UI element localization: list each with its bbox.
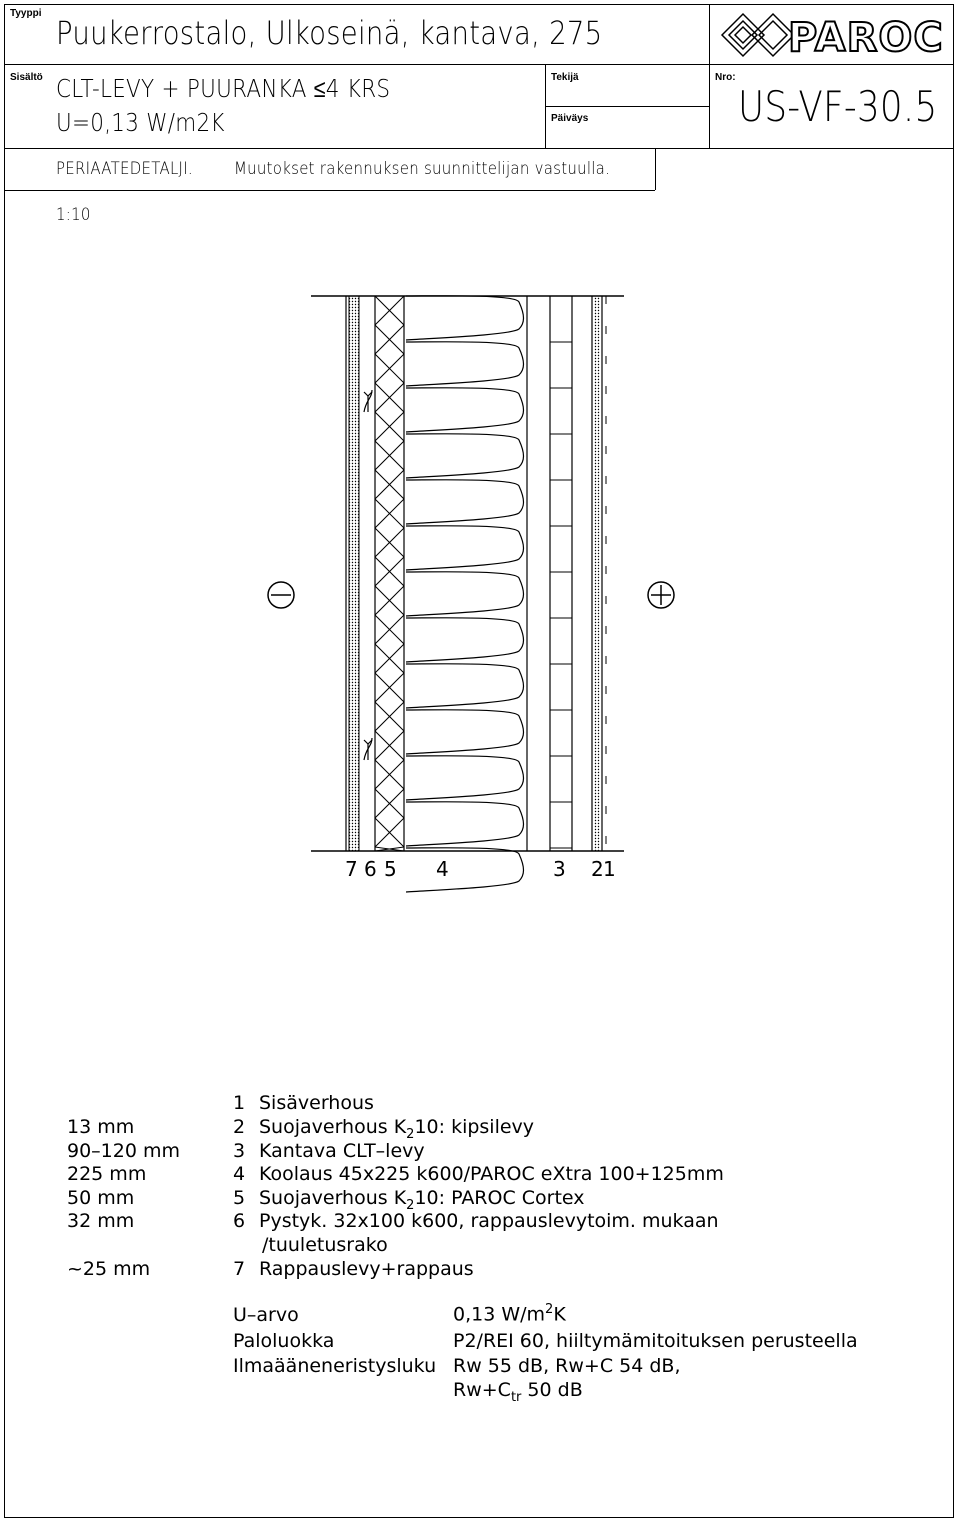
drawing-number: US-VF-30.5 — [738, 82, 938, 131]
layer-number: 5 — [384, 857, 397, 881]
document-title: Puukerrostalo, Ulkoseinä, kantava, 275 — [56, 14, 603, 52]
paivays-label: Päiväys — [551, 113, 589, 124]
legend-number: 2 — [233, 1116, 246, 1138]
legend-number: 7 — [233, 1258, 246, 1280]
legend-thickness: 32 mm — [67, 1210, 135, 1232]
legend-description: Kantava CLT–levy — [259, 1140, 425, 1162]
note-periaatedetalji: PERIAATEDETALJI. — [56, 159, 193, 179]
legend-number: 5 — [233, 1187, 246, 1209]
legend-thickness: 225 mm — [67, 1163, 147, 1185]
fire-class-value: P2/REI 60, hiiltymämitoituksen perusteella — [453, 1330, 858, 1352]
legend-number: 3 — [233, 1140, 246, 1162]
layer-4-insulation — [406, 296, 524, 892]
content-line-1: CLT-LEVY + PUURANKA ≤4 KRS — [56, 74, 391, 103]
content-line-2: U=0,13 W/m2K — [56, 108, 225, 137]
note-responsibility: Muutokset rakennuksen suunnittelijan vastuulla. — [234, 159, 611, 179]
layer-number: 7 — [345, 857, 358, 881]
nro-label: Nro: — [715, 72, 736, 83]
legend-description: Suojaverhous $K_210$: PAROC Cortex — [259, 1187, 585, 1213]
layer-number: 6 — [364, 857, 377, 881]
legend-thickness: ~25 mm — [67, 1258, 151, 1280]
fire-class-label: Paloluokka — [233, 1330, 335, 1352]
sound-insulation-line-1: Rw 55 dB, Rw+C 54 dB, — [453, 1355, 681, 1377]
paroc-logo-text: PAROC — [788, 15, 944, 60]
layer-number: 2 — [591, 857, 604, 881]
sound-insulation-label: Ilmaääneneristysluku — [233, 1355, 437, 1377]
layer-5-cortex-board — [375, 296, 404, 851]
layer-number: 3 — [553, 857, 566, 881]
legend-description: Sisäverhous — [259, 1092, 374, 1114]
u-value-label: U–arvo — [233, 1304, 299, 1326]
sisalto-label: Sisältö — [10, 72, 43, 83]
legend-description: Koolaus 45x225 k600/PAROC eXtra 100+125mm — [259, 1163, 724, 1185]
legend-thickness: 50 mm — [67, 1187, 135, 1209]
legend-description: Rappauslevy+rappaus — [259, 1258, 474, 1280]
legend-number: 4 — [233, 1163, 246, 1185]
scale-label: 1:10 — [56, 205, 91, 225]
sound-insulation-line-2: $Rw+C_{tr}$ 50 dB — [453, 1379, 583, 1405]
plus-side-symbol-icon — [648, 582, 674, 608]
layer-number: 4 — [436, 857, 449, 881]
airflow-arrow-icon — [364, 738, 372, 760]
legend-number: 6 — [233, 1210, 246, 1232]
legend-description: Suojaverhous $K_210$: kipsilevy — [259, 1116, 535, 1142]
legend-number: 1 — [233, 1092, 246, 1114]
layer-number: 1 — [603, 857, 616, 881]
layer-7-render — [349, 296, 359, 851]
minus-side-symbol-icon — [268, 582, 294, 608]
legend-description: /tuuletusrako — [262, 1234, 388, 1256]
legend-thickness: 13 mm — [67, 1116, 135, 1138]
legend-description: Pystyk. 32x100 k600, rappauslevytoim. mukaan — [259, 1210, 719, 1232]
legend-thickness: 90–120 mm — [67, 1140, 180, 1162]
u-value: 0,13 $W/m^2K$ — [453, 1302, 566, 1326]
airflow-arrow-icon — [364, 390, 372, 412]
tyyppi-label: Tyyppi — [10, 8, 42, 19]
tekija-label: Tekijä — [551, 72, 579, 83]
